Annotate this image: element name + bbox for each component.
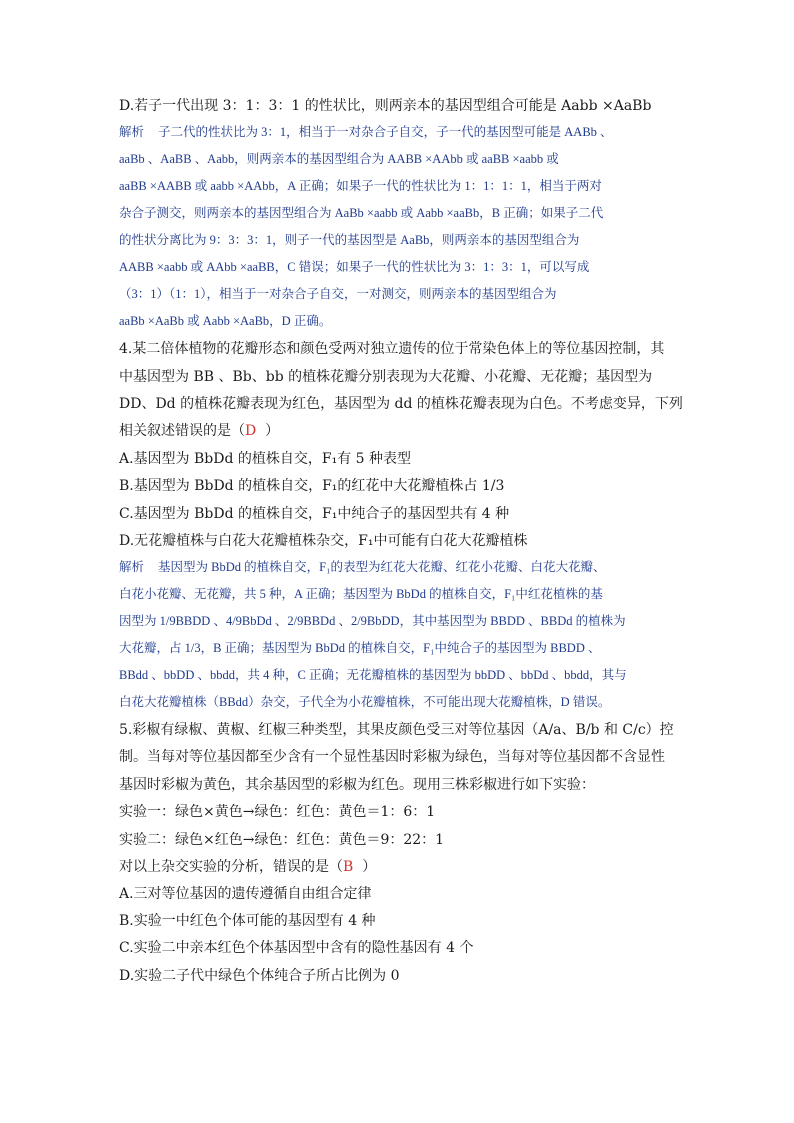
- q5-question-prefix: 对以上杂交实验的分析，错误的是（: [119, 859, 343, 875]
- q4-stem-line-3: DD、Dd 的植株花瓣表现为红色，基因型为 dd 的植株花瓣表现为白色。不考虑变异，下列: [119, 396, 683, 412]
- q4-option-a: A.基因型为 BbDd 的植株自交，F₁有 5 种表型: [119, 451, 412, 467]
- q4-analysis-line-5: BBdd 、bbDD 、bbdd，共 4 种，C 正确；无花瓣植株的基因型为 bbDD 、bbDd 、bbdd，其与: [119, 668, 627, 682]
- q5-question: [119, 860, 376, 874]
- q5-option-b: B.实验一中红色个体可能的基因型有 4 种: [119, 913, 376, 929]
- q4-analysis-line-4: 大花瓣，占 1/3，B 正确；基因型为 BbDd 的植株自交，F₁中纯合子的基因型为 BBDD 、: [119, 641, 601, 655]
- q3-analysis-line-3: aaBB ×AABB 或 aabb ×AAbb，A 正确；如果子一代的性状比为 1：1：1：1，相当于两对: [119, 179, 602, 193]
- q3-analysis-line-2: aaBb 、AaBB 、Aabb，则两亲本的基因型组合为 AABB ×AAbb 或 aaBB ×aabb 或: [119, 152, 559, 166]
- q4-stem-line-1: 4.某二倍体植物的花瓣形态和颜色受两对独立遗传的位于常染色体上的等位基因控制，其: [119, 341, 665, 357]
- q3-analysis-line-7: （3：1）（1：1），相当于一对杂合子自交，一对测交，则两亲本的基因型组合为: [119, 287, 557, 301]
- q3-analysis-line-1: [119, 126, 613, 139]
- q4-option-b: B.基因型为 BbDd 的植株自交，F₁的红花中大花瓣植株占 1/3: [119, 478, 505, 494]
- q4-stem-line-4: [119, 424, 279, 438]
- q4-question-prefix: 相关叙述错误的是（: [119, 423, 245, 439]
- q5-option-c: C.实验二中亲本红色个体基因型中含有的隐性基因有 4 个: [119, 940, 474, 956]
- q3-analysis-text: 子二代的性状比为 3：1，相当于一对杂合子自交，子一代的基因型可能是 AABb 、: [158, 125, 613, 139]
- q4-analysis-line-6: 白花大花瓣植株（BBdd）杂交，子代全为小花瓣植株，不可能出现大花瓣植株，D 错误。: [119, 695, 611, 709]
- q5-option-a: A.三对等位基因的遗传遵循自由组合定律: [119, 886, 372, 902]
- q4-analysis-text: 基因型为 BbDd 的植株自交，F₁的表型为红花大花瓣、红花小花瓣、白花大花瓣、: [158, 560, 606, 574]
- q4-stem-line-2: 中基因型为 BB 、Bb、bb 的植株花瓣分别表现为大花瓣、小花瓣、无花瓣；基因型为: [119, 369, 653, 385]
- q5-option-d: D.实验二子代中绿色个体纯合子所占比例为 0: [119, 968, 400, 984]
- q3-analysis-line-4: 杂合子测交，则两亲本的基因型组合为 AaBb ×aabb 或 Aabb ×aaBb，B 正确；如果子二代: [119, 206, 604, 220]
- q4-analysis-label: 解析: [119, 560, 145, 574]
- q5-stem-line-3: 基因时彩椒为黄色，其余基因型的彩椒为红色。现用三株彩椒进行如下实验：: [119, 777, 595, 793]
- q4-option-c: C.基因型为 BbDd 的植株自交，F₁中纯合子的基因型共有 4 种: [119, 506, 510, 522]
- q4-analysis-line-3: 因型为 1/9BBDD 、4/9BbDd 、2/9BBDd 、2/9BbDD，其中基因型为 BBDD 、BBDd 的植株为: [119, 614, 626, 628]
- q4-analysis-line-1: [119, 561, 605, 574]
- q3-option-d: D.若子一代出现 3：1：3：1 的性状比，则两亲本的基因型组合可能是 Aabb ×AaBb: [119, 98, 652, 114]
- q3-analysis-label: 解析: [119, 125, 145, 139]
- q5-question-suffix: ）: [353, 859, 377, 875]
- q4-question-suffix: ）: [256, 423, 280, 439]
- q5-stem-line-1: 5.彩椒有绿椒、黄椒、红椒三种类型，其果皮颜色受三对等位基因（A/a、B/b 和 C/c）控: [119, 722, 674, 738]
- q4-option-d: D.无花瓣植株与白花大花瓣植株杂交，F₁中可能有白花大花瓣植株: [119, 533, 528, 549]
- q5-answer: B: [343, 859, 354, 875]
- q4-answer: D: [245, 423, 257, 439]
- q3-analysis-line-5: 的性状分离比为 9：3：3：1，则子一代的基因型是 AaBb，则两亲本的基因型组合为: [119, 233, 580, 247]
- q3-analysis-line-6: AABB ×aabb 或 AAbb ×aaBB，C 错误；如果子一代的性状比为 3：1：3：1，可以写成: [119, 260, 590, 274]
- q3-analysis-line-8: aaBb ×AaBb 或 Aabb ×AaBb，D 正确。: [119, 314, 332, 328]
- q4-analysis-line-2: 白花小花瓣、无花瓣，共 5 种，A 正确；基因型为 BbDd 的植株自交，F₁中红花植株的基: [119, 587, 603, 601]
- q5-stem-line-2: 制。当每对等位基因都至少含有一个显性基因时彩椒为绿色，当每对等位基因都不含显性: [119, 749, 665, 765]
- q5-experiment-2: 实验二：绿色×红色→绿色：红色：黄色＝9：22：1: [119, 832, 445, 848]
- q5-experiment-1: 实验一：绿色×黄色→绿色：红色：黄色＝1：6：1: [119, 804, 436, 820]
